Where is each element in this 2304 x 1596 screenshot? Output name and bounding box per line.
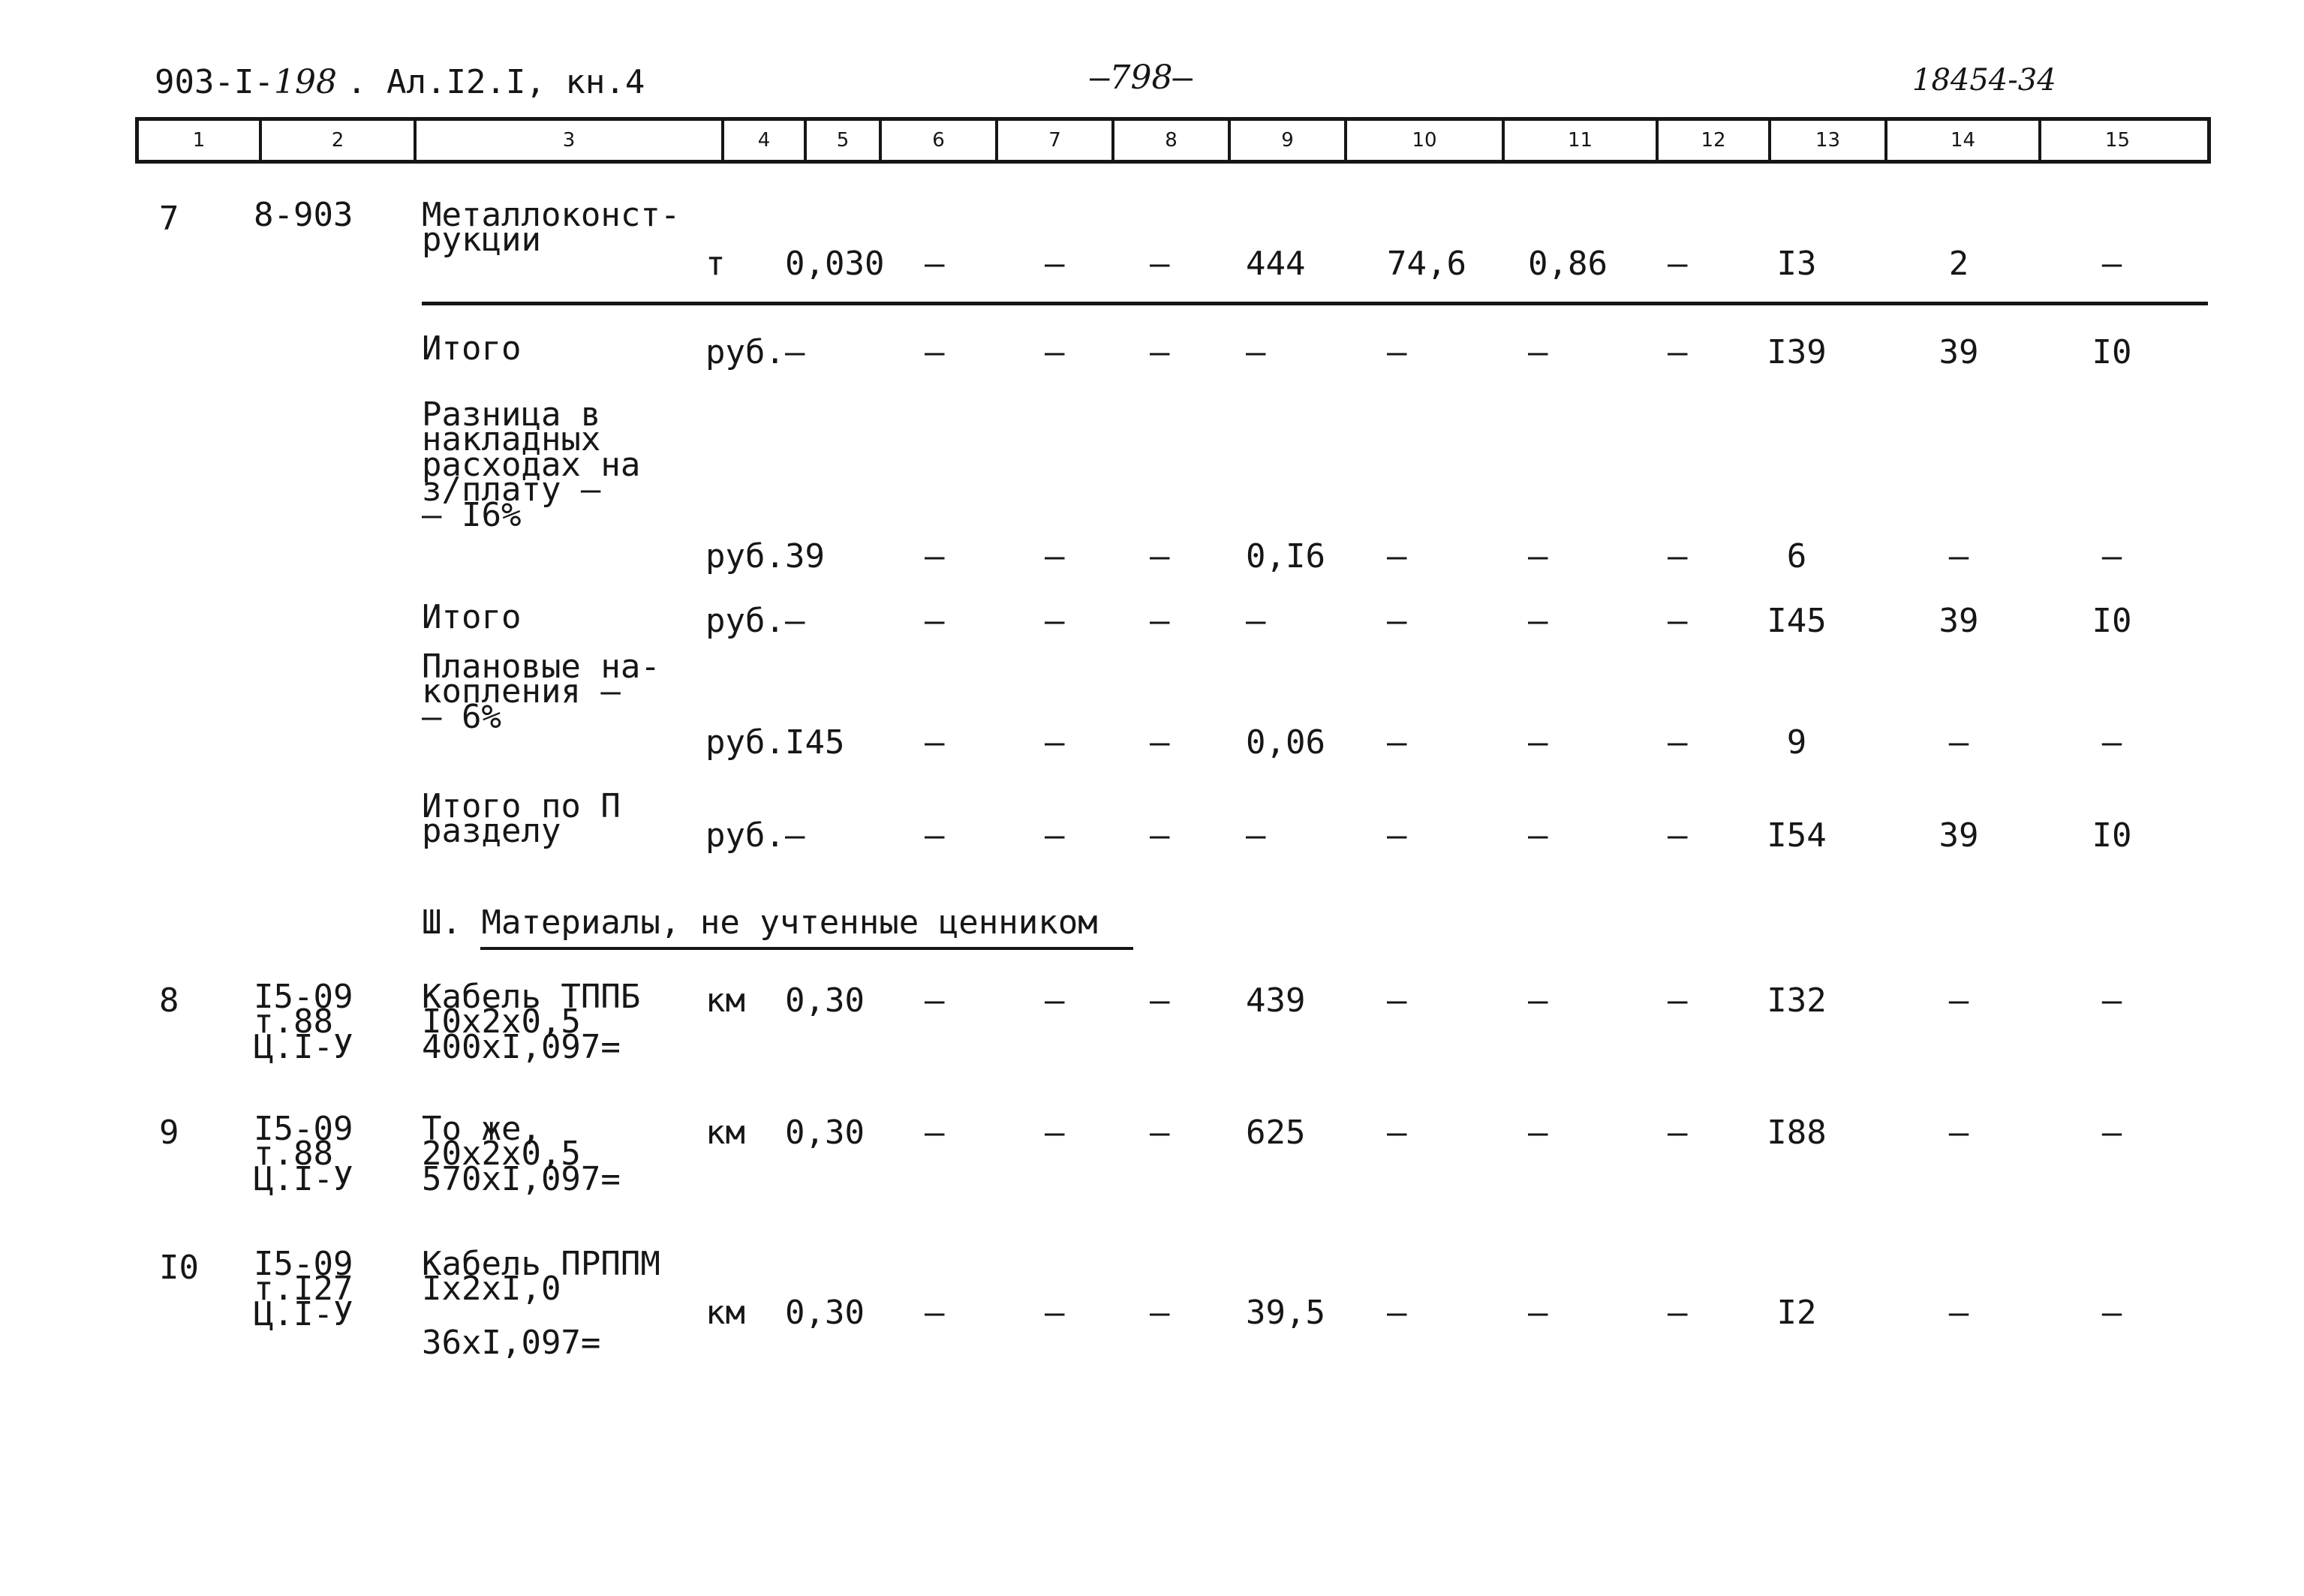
- cell-c9: –: [1246, 333, 1266, 371]
- doc-code: [155, 63, 337, 101]
- cell-c8: –: [1150, 602, 1170, 640]
- cell-c6: –: [925, 602, 945, 640]
- column-number-3: 3: [414, 121, 721, 160]
- column-number-4: 4: [721, 121, 804, 160]
- column-number-9: 9: [1228, 121, 1344, 160]
- column-number-10: 10: [1344, 121, 1502, 160]
- cell-c15: –: [2101, 723, 2122, 762]
- page-number: [1090, 59, 1193, 97]
- cell-c12: –: [1668, 816, 1688, 855]
- cell-c12: –: [1668, 981, 1688, 1020]
- cell-c14: 39: [1939, 602, 1979, 640]
- unit: руб.: [705, 333, 785, 371]
- cell-c12: –: [1668, 1294, 1688, 1332]
- cell-c7: –: [1045, 333, 1065, 371]
- cell-c12: –: [1668, 537, 1688, 576]
- unit: руб.: [705, 602, 785, 640]
- cell-c7: –: [1045, 723, 1065, 762]
- item-name: Кабель ТППБ I0х2х0,5 400хI,097=: [422, 978, 641, 1066]
- cell-c15: I0: [2092, 602, 2132, 640]
- item-name: Разница в накладных расходах на з/плату – – I6%: [422, 395, 641, 534]
- cell-c15: I0: [2092, 333, 2132, 371]
- cell-c8: –: [1150, 333, 1170, 371]
- cell-c13: 6: [1786, 537, 1807, 576]
- column-number-15: 15: [2038, 121, 2194, 160]
- column-number-13: 13: [1768, 121, 1884, 160]
- cell-c6: –: [925, 1294, 945, 1332]
- cell-c6: –: [925, 537, 945, 576]
- quantity: 0,30: [785, 1294, 865, 1332]
- cell-c13: I39: [1767, 333, 1827, 371]
- quantity: 39: [785, 537, 825, 576]
- cell-c9: 625: [1246, 1114, 1306, 1152]
- quantity: –: [785, 602, 805, 640]
- item-name: Итого по П разделу: [422, 787, 621, 851]
- quantity: 0,030: [785, 245, 885, 283]
- cell-c15: –: [2101, 1294, 2122, 1332]
- column-number-14: 14: [1884, 121, 2038, 160]
- cell-c8: –: [1150, 981, 1170, 1020]
- column-number-2: 2: [259, 121, 414, 160]
- item-name: Итого: [422, 329, 522, 368]
- price-code: I5-09 т.88 Ц.I-У: [254, 978, 353, 1066]
- row-number: 9: [159, 1114, 179, 1152]
- cell-c15: –: [2101, 1114, 2122, 1152]
- cell-c6: –: [925, 245, 945, 283]
- cell-c9: 444: [1246, 245, 1306, 283]
- cell-c11: –: [1528, 333, 1548, 371]
- quantity: –: [785, 333, 805, 371]
- unit: руб.: [705, 816, 785, 855]
- cell-c13: 9: [1786, 723, 1807, 762]
- column-number-7: 7: [995, 121, 1111, 160]
- page-number-dash-left: —: [1090, 59, 1110, 97]
- cell-c12: –: [1668, 245, 1688, 283]
- section-3-title-part1: Ш. Материалы,: [422, 903, 681, 942]
- column-number-5: 5: [804, 121, 879, 160]
- section-3-title-part2: не учтенные ценником: [680, 903, 1098, 942]
- item-name: Металлоконст- рукции: [422, 196, 681, 260]
- cell-c12: –: [1668, 1114, 1688, 1152]
- column-number-11: 11: [1502, 121, 1656, 160]
- cell-c13: I45: [1767, 602, 1827, 640]
- cell-c10: –: [1387, 723, 1407, 762]
- unit: т: [705, 245, 726, 283]
- cell-c12: –: [1668, 723, 1688, 762]
- unit: км: [705, 981, 745, 1020]
- page-number-dash-right: —: [1172, 59, 1193, 97]
- cell-c11: 0,86: [1528, 245, 1608, 283]
- price-code: I5-09 т.I27 Ц.I-У: [254, 1245, 353, 1333]
- cell-c9: 39,5: [1246, 1294, 1325, 1332]
- archive-number: 18454-34: [1912, 63, 2056, 98]
- cell-c11: –: [1528, 1294, 1548, 1332]
- cell-c12: –: [1668, 333, 1688, 371]
- page-number-value: 798: [1109, 59, 1173, 97]
- item-name: Плановые на- копления – – 6%: [422, 648, 660, 736]
- quantity: 0,30: [785, 1114, 865, 1152]
- cell-c11: –: [1528, 723, 1548, 762]
- cell-c11: –: [1528, 602, 1548, 640]
- unit: км: [705, 1114, 745, 1152]
- cell-c10: –: [1387, 333, 1407, 371]
- cell-c10: –: [1387, 981, 1407, 1020]
- cell-c11: –: [1528, 981, 1548, 1020]
- cell-c9: 0,I6: [1246, 537, 1325, 576]
- cell-c6: –: [925, 816, 945, 855]
- cell-c11: –: [1528, 1114, 1548, 1152]
- cell-c9: 0,06: [1246, 723, 1325, 762]
- cell-c10: –: [1387, 1294, 1407, 1332]
- cell-c8: –: [1150, 1114, 1170, 1152]
- cell-c14: –: [1948, 723, 1969, 762]
- item-name: То же, 20х2х0,5 570хI,097=: [422, 1110, 621, 1198]
- cell-c8: –: [1150, 537, 1170, 576]
- cell-c11: –: [1528, 537, 1548, 576]
- cell-c14: –: [1948, 981, 1969, 1020]
- unit: км: [705, 1294, 745, 1332]
- cell-c10: 74,6: [1387, 245, 1466, 283]
- column-number-6: 6: [879, 121, 995, 160]
- cell-c7: –: [1045, 1294, 1065, 1332]
- cell-c10: –: [1387, 602, 1407, 640]
- cell-c11: –: [1528, 816, 1548, 855]
- section-3-title: [422, 903, 1098, 942]
- item-name-extra: 36хI,097=: [422, 1324, 601, 1362]
- quantity: I45: [785, 723, 845, 762]
- cell-c13: I2: [1776, 1294, 1817, 1332]
- item-name: Кабель ПРППМ Iх2хI,0: [422, 1245, 660, 1309]
- cell-c8: –: [1150, 245, 1170, 283]
- unit: руб.: [705, 537, 785, 576]
- cell-c9: –: [1246, 816, 1266, 855]
- cell-c7: –: [1045, 537, 1065, 576]
- cell-c13: I32: [1767, 981, 1827, 1020]
- cell-c8: –: [1150, 723, 1170, 762]
- unit: руб.: [705, 723, 785, 762]
- cell-c6: –: [925, 723, 945, 762]
- cell-c15: –: [2101, 245, 2122, 283]
- column-number-1: 1: [192, 129, 206, 152]
- quantity: –: [785, 816, 805, 855]
- column-number-12: 12: [1656, 121, 1768, 160]
- cell-c8: –: [1150, 816, 1170, 855]
- cell-c6: –: [925, 333, 945, 371]
- cell-c14: –: [1948, 1114, 1969, 1152]
- row-separator-rule: [422, 302, 2208, 305]
- quantity: 0,30: [785, 981, 865, 1020]
- cell-c7: –: [1045, 981, 1065, 1020]
- cell-c9: 439: [1246, 981, 1306, 1020]
- price-code: 8-903: [254, 196, 353, 234]
- row-number: 8: [159, 981, 179, 1020]
- section-3-underline: [480, 947, 1133, 950]
- cell-c14: 39: [1939, 816, 1979, 855]
- cell-c13: I88: [1767, 1114, 1827, 1152]
- cell-c6: –: [925, 981, 945, 1020]
- cell-c7: –: [1045, 816, 1065, 855]
- cell-c13: I3: [1776, 245, 1817, 283]
- cell-c15: I0: [2092, 816, 2132, 855]
- cell-c7: –: [1045, 602, 1065, 640]
- cell-c15: –: [2101, 537, 2122, 576]
- cell-c7: –: [1045, 1114, 1065, 1152]
- cell-c9: –: [1246, 602, 1266, 640]
- doc-code-typed: 903-I-: [155, 63, 274, 101]
- price-code: I5-09 т.88 Ц.I-У: [254, 1110, 353, 1198]
- cell-c6: –: [925, 1114, 945, 1152]
- doc-code-handwritten: 198: [273, 63, 337, 101]
- cell-c8: –: [1150, 1294, 1170, 1332]
- item-name: Итого: [422, 598, 522, 636]
- cell-c12: –: [1668, 602, 1688, 640]
- cell-c14: 2: [1948, 245, 1969, 283]
- column-number-8: 8: [1111, 121, 1228, 160]
- cell-c7: –: [1045, 245, 1065, 283]
- cell-c10: –: [1387, 1114, 1407, 1152]
- column-number-header: [135, 117, 2211, 164]
- cell-c14: –: [1948, 1294, 1969, 1332]
- cell-c14: 39: [1939, 333, 1979, 371]
- cell-c10: –: [1387, 537, 1407, 576]
- cell-c14: –: [1948, 537, 1969, 576]
- cell-c10: –: [1387, 816, 1407, 855]
- row-number: 7: [159, 200, 179, 238]
- row-number: I0: [159, 1249, 199, 1287]
- cell-c13: I54: [1767, 816, 1827, 855]
- cell-c15: –: [2101, 981, 2122, 1020]
- album-reference: . Ал.I2.I, кн.4: [347, 63, 645, 101]
